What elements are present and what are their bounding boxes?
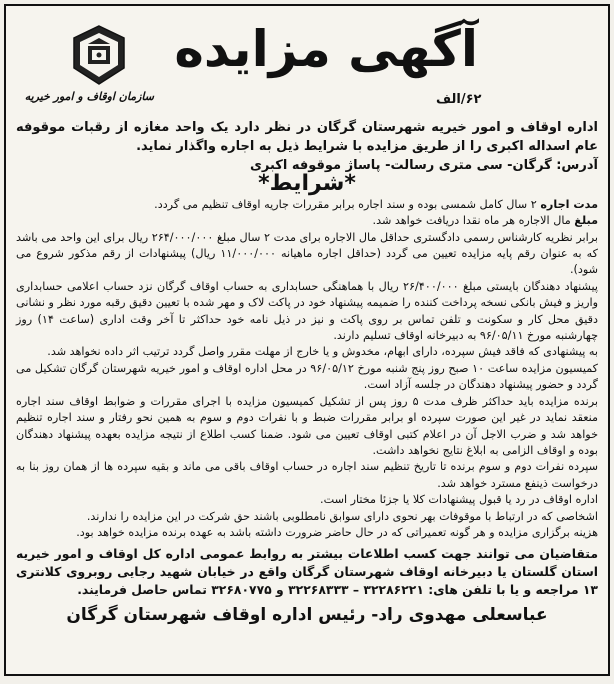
notice-title: آگهی مزایده [174, 20, 478, 78]
condition-paragraph [16, 230, 598, 279]
condition-text: مال الاجاره هر ماه نقدا دریافت خواهد شد. [372, 214, 575, 228]
condition-paragraph [16, 344, 598, 360]
condition-text: برنده مزایده باید حداکثر ظرف مدت ۵ روز پس از تشکیل کمیسیون مزایده با اجرای مقررات و ضوابط اوقاف سند اجاره منعقد نماید در غیر این صورت سپرده او برابر مقررات ضبط و با نفرات دوم و سوم به همین نحو رفتار و سند اجاره تنظیم خواهد شد و ضرب الاجل آن در اعلام کتبی اوقاف تعیین می شود. ضمنا کسب اطلاع از نتیجه مزایده بعهده پیشنهاد دهندگان بوده و اوقاف الزامی به ابلاغ نتایج نخواهد داشت. [16, 394, 598, 457]
condition-text: اداره اوقاف در رد یا قبول پیشنهادات کلا یا جزئا مختار است. [320, 493, 598, 507]
signature-line: عباسعلی مهدوی راد- رئیس اداره اوقاف شهرستان گرگان [66, 605, 548, 626]
notice-header [6, 6, 608, 118]
condition-paragraph [16, 492, 598, 508]
condition-paragraph [16, 509, 598, 525]
organization-name: سازمان اوقاف و امور خیریه [24, 90, 154, 103]
auction-notice [4, 4, 610, 676]
condition-lead: مدت اجاره [540, 197, 598, 211]
condition-paragraph [16, 197, 598, 213]
conditions-heading: *شرایط* [258, 171, 356, 197]
condition-paragraph [16, 361, 598, 394]
condition-paragraph [16, 525, 598, 541]
condition-paragraph [16, 213, 598, 229]
condition-text: کمیسیون مزایده ساعت ۱۰ صبح روز پنج شنبه مورخ ۹۶/۰۵/۱۲ در محل اداره اوقاف و امور خیریه شهرستان گرگان تشکیل می گردد و حضور پیشنهاد دهندگان در جلسه آزاد است. [16, 361, 598, 392]
condition-paragraph [16, 394, 598, 460]
condition-text: هزینه برگزاری مزایده و هر گونه تعمیراتی که در حال حاضر ضرورت داشته باشد به عهده برنده مزایده خواهد بود. [76, 525, 598, 539]
condition-paragraph [16, 279, 598, 345]
condition-text: پیشنهاد دهندگان بایستی مبلغ ۲۶/۴۰۰/۰۰۰ ریال با هماهنگی حسابداری به حساب اوقاف گرگان نزد حساب اعلامی حسابداری واریز و فیش بانکی نسخه پرداخت کننده را ضمیمه پیشنهاد خود در پاکت لاک و مهر شده با تعیین دقیق رقبه مورد نظر و نشانی دقیق محل کار و سکونت و تلفن تماس بر روی پاکت و نیز در ذیل نامه خود حداکثر تا آخر وقت اداری (ساعت ۱۴) روز چهارشنبه مورخ ۹۶/۰۵/۱۱ به دبیرخانه اوقاف تسلیم دارند. [16, 279, 598, 343]
address-line: آدرس: گرگان- سی متری رسالت- پاساژ موقوفه اکبری [250, 158, 598, 173]
condition-text: برابر نظریه کارشناس رسمی دادگستری حداقل مال الاجاره برای مدت ۲ سال مبلغ ۲۶۴/۰۰۰/۰۰۰ ریال برای این واحد می باشد که به عنوان رقم پایه مزایده تعیین می گردد (حداقل اجاره ماهیانه ۱۱/۰۰۰/۰۰۰ ریال) پیشنهادات از رقم مذکور شروع می شود). [16, 230, 599, 277]
condition-paragraph [16, 459, 598, 492]
endowment-emblem-icon [70, 24, 128, 86]
condition-lead: مبلغ [574, 214, 598, 228]
condition-text: به پیشنهادی که فاقد فیش سپرده، دارای ابهام، مخدوش و یا خارج از مهلت مقرر واصل گردد ترتیب اثر داده نخواهد شد. [47, 345, 598, 359]
notice-body [6, 118, 608, 624]
contact-paragraph: متقاضیان می توانند جهت کسب اطلاعات بیشتر به روابط عمومی اداره کل اوقاف و امور خیریه استان گلستان یا دبیرخانه اوقاف شهرستان گرگان واقع در خیابان شهید رجایی روبروی کلانتری ۱۳ مراجعه و یا با تلفن های: ۳۲۲۸۶۲۲۱ – ۳۲۲۶۸۳۳۳ و ۳۲۶۸۰۷۷۵ تماس حاصل فرمایند. [16, 546, 598, 598]
condition-text: ۲ سال کامل شمسی بوده و سند اجاره برابر مقررات جاریه اوقاف تنظیم می گردد. [154, 197, 541, 211]
intro-paragraph: اداره اوقاف و امور خیریه شهرستان گرگان در نظر دارد یک واحد مغازه از رقبات موقوفه عام اسداله اکبری را از طریق مزایده با شرایط ذیل به اجاره واگذار نماید. [16, 120, 598, 154]
condition-text: اشخاصی که در ارتباط با موقوفات بهر نحوی دارای سوابق نامطلوبی باشند حق شرکت در این مزایده را ندارند. [86, 509, 598, 523]
organization-logo [24, 24, 154, 103]
reference-number: ۶۲/الف [436, 92, 482, 107]
condition-text: سپرده نفرات دوم و سوم برنده تا تاریخ تنظیم سند اجاره در حساب اوقاف باقی می ماند و بقیه سپرده ها از همان روز بنا به درخواست ذینفع مسترد خواهد شد. [16, 460, 598, 490]
